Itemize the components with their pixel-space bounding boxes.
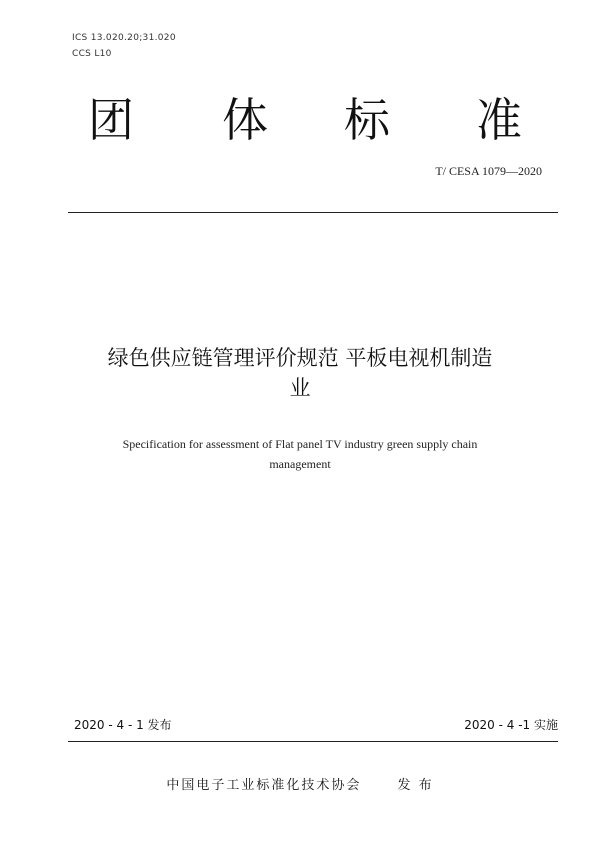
chinese-title-line: 绿色供应链管理评价规范 平板电视机制造 <box>107 346 493 370</box>
ics-code: ICS 13.020.20;31.020 <box>72 33 176 43</box>
classification-codes <box>72 30 176 62</box>
ccs-code: CCS L10 <box>72 49 112 59</box>
chinese-title <box>60 343 540 403</box>
standard-type-heading <box>80 92 540 152</box>
publisher-org: 中国电子工业标准化技术协会 <box>166 778 362 793</box>
top-divider <box>68 212 558 213</box>
standard-type-char: 准 <box>476 93 522 147</box>
publish-label: 发 布 <box>397 778 434 793</box>
standard-type-char: 团 <box>88 93 134 147</box>
standard-type-char: 体 <box>222 93 268 147</box>
implement-date: 2020 - 4 -1 实施 <box>464 718 558 732</box>
chinese-title-line: 业 <box>289 376 311 400</box>
standard-type-char: 标 <box>344 93 390 147</box>
issue-date: 2020 - 4 - 1 发布 <box>74 718 172 732</box>
english-title <box>80 434 520 474</box>
english-title-line: Specification for assessment of Flat panel TV industry green supply chain <box>122 437 478 451</box>
bottom-divider <box>68 741 558 742</box>
standard-number: T/ CESA 1079—2020 <box>435 164 542 178</box>
publisher-line <box>0 774 600 793</box>
english-title-line: management <box>269 457 331 471</box>
